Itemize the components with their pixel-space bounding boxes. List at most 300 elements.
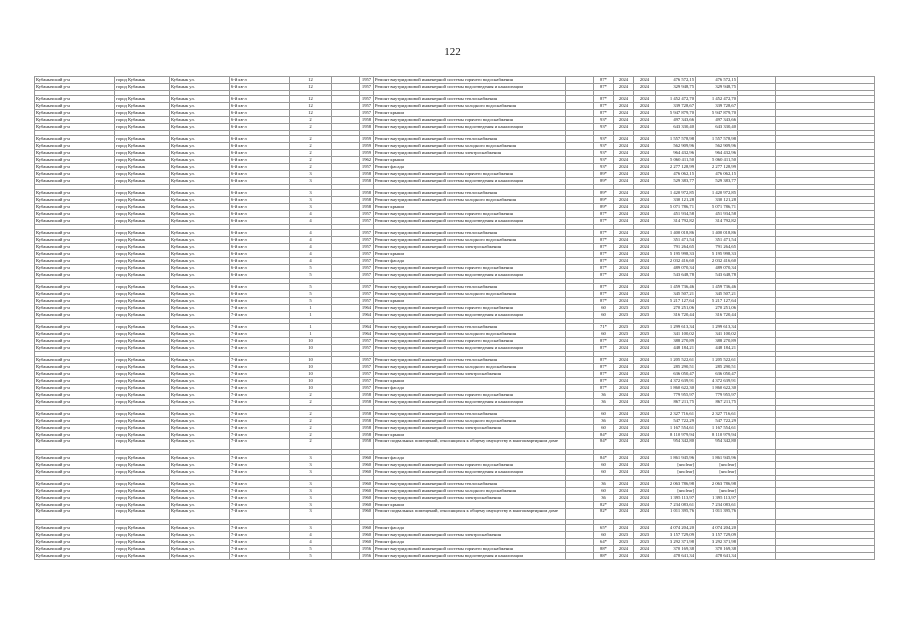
table-cell: 345 507,21 [696, 291, 738, 298]
table-cell: 87* [594, 77, 614, 84]
table-cell: 2024 [634, 150, 656, 157]
table-cell [332, 164, 360, 171]
table-cell: 3 [290, 197, 332, 204]
table-cell: город Кубанык [115, 244, 170, 251]
table-cell [738, 539, 776, 546]
table-cell: 2 [290, 136, 332, 143]
table-cell: 2024 [614, 244, 634, 251]
table-cell: 2024 [634, 136, 656, 143]
table-cell: 2024 [634, 291, 656, 298]
table-cell: Кубанычский р-н [35, 439, 115, 450]
table-cell: Кубанык ул. [170, 553, 230, 560]
table-cell: Кубанычский р-н [35, 178, 115, 185]
table-cell: 2024 [634, 77, 656, 84]
table-cell: Ремонт фасада [374, 164, 566, 171]
table-cell [332, 84, 360, 91]
table-cell: 6-й кв-л [230, 150, 290, 157]
table-cell [738, 345, 776, 352]
table-cell [738, 150, 776, 157]
table-cell: 2024 [614, 178, 634, 185]
table-cell: 1958 [360, 411, 374, 418]
table-cell: 2024 [634, 425, 656, 432]
table-cell [776, 469, 875, 476]
table-cell [332, 364, 360, 371]
table-cell: Ремонт внутридомовой инженерной системы холодного водоснабжения [374, 488, 566, 495]
table-cell: город Кубанык [115, 77, 170, 84]
table-cell: 351 471,54 [696, 237, 738, 244]
table-row [35, 392, 875, 399]
table-cell: 2024 [634, 218, 656, 225]
table-cell: Ремонт фасада [374, 258, 566, 265]
table-cell [332, 110, 360, 117]
table-cell [332, 525, 360, 532]
table-cell: город Кубанык [115, 218, 170, 225]
table-cell [776, 532, 875, 539]
table-cell: 2024 [614, 509, 634, 520]
table-cell [332, 291, 360, 298]
table-cell [566, 312, 594, 319]
table-cell: 2024 [614, 439, 634, 450]
table-cell: 10 [290, 345, 332, 352]
table-cell: 2024 [614, 218, 634, 225]
table-cell: Кубанычский р-н [35, 258, 115, 265]
table-cell: Ремонт внутридомовой инженерной системы горячего водоснабжения [374, 462, 566, 469]
table-cell [738, 371, 776, 378]
table-cell [566, 546, 594, 553]
table-cell [738, 178, 776, 185]
table-cell [566, 117, 594, 124]
table-cell [332, 532, 360, 539]
table-cell [738, 157, 776, 164]
table-cell: Кубанычский р-н [35, 455, 115, 462]
table-cell: 388 270,89 [656, 338, 696, 345]
table-cell [738, 124, 776, 131]
table-cell: 1957 [360, 251, 374, 258]
table-cell: город Кубанык [115, 399, 170, 406]
table-cell: 2 [290, 157, 332, 164]
table-cell: город Кубанык [115, 495, 170, 502]
table-cell: 2024 [634, 164, 656, 171]
table-cell: [unclear] [696, 469, 738, 476]
table-cell [776, 265, 875, 272]
table-row [35, 305, 875, 312]
table-row [35, 488, 875, 495]
table-row [35, 124, 875, 131]
table-row [35, 546, 875, 553]
table-cell: 489 070,34 [656, 265, 696, 272]
table-cell: 1958 [360, 439, 374, 450]
table-cell: Кубанычский р-н [35, 331, 115, 338]
table-cell [566, 539, 594, 546]
table-cell: 2024 [614, 197, 634, 204]
table-cell: город Кубанык [115, 197, 170, 204]
table-cell [566, 532, 594, 539]
table-cell: 791 264,65 [656, 244, 696, 251]
table-cell: 330 121,28 [656, 197, 696, 204]
table-cell [738, 190, 776, 197]
table-cell [776, 204, 875, 211]
table-cell [776, 338, 875, 345]
table-cell: 2023 [614, 331, 634, 338]
table-cell: 87* [594, 265, 614, 272]
table-cell: Ремонт крыши [374, 157, 566, 164]
table-cell: город Кубанык [115, 178, 170, 185]
table-cell: Кубанычский р-н [35, 284, 115, 291]
table-cell: Кубанык ул. [170, 258, 230, 265]
table-cell: 6-й кв-л [230, 190, 290, 197]
table-cell [776, 291, 875, 298]
table-cell: 1 420 972,85 [696, 190, 738, 197]
table-cell: Кубанык ул. [170, 298, 230, 305]
table-cell: 7-й кв-л [230, 378, 290, 385]
table-cell: 330 121,28 [696, 197, 738, 204]
table-cell: 2024 [614, 258, 634, 265]
table-cell: город Кубанык [115, 371, 170, 378]
table-cell: 1960 [360, 481, 374, 488]
table-cell [566, 291, 594, 298]
table-cell: Кубанычский р-н [35, 272, 115, 279]
table-cell [332, 96, 360, 103]
table-cell: город Кубанык [115, 124, 170, 131]
table-cell: 7-й кв-л [230, 385, 290, 392]
table-cell: 1958 [360, 432, 374, 439]
table-cell: Кубанычский р-н [35, 539, 115, 546]
table-cell: 2024 [634, 525, 656, 532]
table-cell [776, 481, 875, 488]
table-cell: 1957 [360, 110, 374, 117]
table-cell: 1959 [360, 136, 374, 143]
table-cell: 2024 [634, 338, 656, 345]
table-cell [738, 237, 776, 244]
table-cell: 7-й кв-л [230, 432, 290, 439]
table-cell: 1958 [360, 392, 374, 399]
table-cell: 1959 [360, 143, 374, 150]
table-cell: город Кубанык [115, 411, 170, 418]
table-cell: 1 861 945,96 [696, 455, 738, 462]
table-cell [776, 455, 875, 462]
table-cell [776, 258, 875, 265]
table-cell: Кубанык ул. [170, 432, 230, 439]
table-cell: 7-й кв-л [230, 532, 290, 539]
table-cell: 2024 [614, 237, 634, 244]
table-cell: город Кубанык [115, 469, 170, 476]
table-cell: город Кубанык [115, 364, 170, 371]
table-cell: Кубанык ул. [170, 197, 230, 204]
table-cell: Кубанычский р-н [35, 124, 115, 131]
table-cell: 478 641,34 [656, 553, 696, 560]
table-row [35, 462, 875, 469]
table-cell [332, 258, 360, 265]
table-cell: 60 [594, 469, 614, 476]
table-cell: 5 [290, 553, 332, 560]
table-row [35, 197, 875, 204]
table-cell [332, 230, 360, 237]
table-cell: Кубанык ул. [170, 378, 230, 385]
table-cell: город Кубанык [115, 439, 170, 450]
table-cell: 6-й кв-л [230, 110, 290, 117]
table-cell: 314 792,82 [696, 218, 738, 225]
table-cell: 1960 [360, 455, 374, 462]
table-cell [776, 84, 875, 91]
table-cell: город Кубанык [115, 84, 170, 91]
table-cell: 1 420 972,85 [656, 190, 696, 197]
table-cell: 2024 [634, 171, 656, 178]
table-cell: Кубанычский р-н [35, 469, 115, 476]
table-cell [566, 197, 594, 204]
table-cell [566, 481, 594, 488]
table-cell: 1 861 945,96 [656, 455, 696, 462]
table-cell: Кубанычский р-н [35, 110, 115, 117]
table-cell: 1959 [360, 150, 374, 157]
table-row [35, 324, 875, 331]
table-cell: Кубанычский р-н [35, 432, 115, 439]
table-cell: 87* [594, 96, 614, 103]
table-row [35, 495, 875, 502]
table-cell: 2024 [634, 418, 656, 425]
table-cell: Кубанык ул. [170, 488, 230, 495]
table-cell [332, 251, 360, 258]
table-body [35, 77, 875, 560]
table-cell: 2 327 716,61 [696, 411, 738, 418]
table-cell: 6-й кв-л [230, 96, 290, 103]
table-cell [332, 439, 360, 450]
table-cell: 1964 [360, 305, 374, 312]
table-cell [738, 298, 776, 305]
table-cell: 1960 [360, 502, 374, 509]
table-cell: город Кубанык [115, 211, 170, 218]
table-cell: 2024 [614, 291, 634, 298]
table-cell [776, 312, 875, 319]
table-cell: город Кубанык [115, 190, 170, 197]
table-cell: Ремонт внутридомовой инженерной системы водоотведения и канализации [374, 553, 566, 560]
table-row [35, 84, 875, 91]
table-cell: Кубанычский р-н [35, 237, 115, 244]
table-cell: 7-й кв-л [230, 331, 290, 338]
table-cell [566, 345, 594, 352]
table-row [35, 136, 875, 143]
table-cell: Ремонт крыши [374, 298, 566, 305]
table-cell: Кубанык ул. [170, 305, 230, 312]
table-cell: 89* [594, 204, 614, 211]
table-cell [776, 324, 875, 331]
table-cell: Кубанык ул. [170, 455, 230, 462]
table-cell: 4 [290, 230, 332, 237]
table-cell [738, 469, 776, 476]
table-row [35, 204, 875, 211]
table-cell: Кубанык ул. [170, 345, 230, 352]
table-cell: 3 [290, 488, 332, 495]
table-row [35, 345, 875, 352]
table-cell: 547 722,29 [696, 418, 738, 425]
table-cell [566, 272, 594, 279]
table-cell: город Кубанык [115, 338, 170, 345]
table-cell [332, 371, 360, 378]
table-cell [776, 345, 875, 352]
table-cell: Ремонт внутридомовой инженерной системы электроснабжения [374, 532, 566, 539]
table-cell: 2024 [634, 399, 656, 406]
table-cell: 1960 [360, 509, 374, 520]
table-cell [332, 331, 360, 338]
table-cell: Кубанычский р-н [35, 392, 115, 399]
table-cell: 2024 [614, 357, 634, 364]
table-cell: Кубанык ул. [170, 84, 230, 91]
table-cell: город Кубанык [115, 502, 170, 509]
table-cell: 6-й кв-л [230, 211, 290, 218]
table-cell: Ремонт внутридомовой инженерной системы водоотведения и канализации [374, 178, 566, 185]
table-cell: город Кубанык [115, 284, 170, 291]
table-cell: 2024 [614, 364, 634, 371]
table-cell: 6-й кв-л [230, 218, 290, 225]
table-cell: Кубанычский р-н [35, 525, 115, 532]
table-cell: 10 [290, 378, 332, 385]
table-cell [776, 418, 875, 425]
table-cell: 87* [594, 230, 614, 237]
table-cell: 547 722,29 [656, 418, 696, 425]
table-cell: 1 299 613,34 [696, 324, 738, 331]
table-cell: 8 110 979,94 [696, 432, 738, 439]
table-cell [332, 345, 360, 352]
table-cell: 7-й кв-л [230, 546, 290, 553]
table-cell: Ремонт внутридомовой инженерной системы холодного водоснабжения [374, 364, 566, 371]
table-cell: 2024 [634, 103, 656, 110]
table-cell: город Кубанык [115, 357, 170, 364]
table-cell [566, 324, 594, 331]
table-cell: 341 100,02 [696, 331, 738, 338]
table-cell: 7-й кв-л [230, 509, 290, 520]
table-cell [566, 157, 594, 164]
table-row [35, 553, 875, 560]
table-cell: 643 330,40 [656, 124, 696, 131]
table-cell [776, 143, 875, 150]
table-cell: 2024 [614, 345, 634, 352]
table-row [35, 284, 875, 291]
table-cell: 7-й кв-л [230, 481, 290, 488]
table-cell: 1958 [360, 190, 374, 197]
table-cell [738, 392, 776, 399]
table-cell: 1957 [360, 371, 374, 378]
table-cell: Кубанычский р-н [35, 481, 115, 488]
table-cell [776, 136, 875, 143]
table-cell: 270 251,06 [696, 305, 738, 312]
table-cell: 2024 [614, 143, 634, 150]
table-cell [332, 211, 360, 218]
table-cell: 36 [594, 399, 614, 406]
table-cell: 1958 [360, 425, 374, 432]
table-cell: 6-й кв-л [230, 171, 290, 178]
table-row [35, 157, 875, 164]
table-cell: город Кубанык [115, 157, 170, 164]
table-cell: Кубанык ул. [170, 418, 230, 425]
table-cell: Кубанычский р-н [35, 150, 115, 157]
table-cell: Кубанычский р-н [35, 164, 115, 171]
table-cell [332, 488, 360, 495]
table-cell: 1956 [360, 546, 374, 553]
table-cell: 2024 [634, 371, 656, 378]
table-row [35, 211, 875, 218]
table-cell: 6-й кв-л [230, 77, 290, 84]
table-cell [776, 77, 875, 84]
table-cell: 1960 [360, 525, 374, 532]
table-cell [566, 455, 594, 462]
table-cell [332, 509, 360, 520]
table-cell: 954 342,80 [656, 439, 696, 450]
table-cell: 1 459 736,46 [656, 284, 696, 291]
table-cell: 1960 [360, 539, 374, 546]
table-cell: 88* [594, 553, 614, 560]
table-cell: 2024 [614, 84, 634, 91]
table-cell: 636 050,47 [696, 371, 738, 378]
table-cell: Кубанык ул. [170, 77, 230, 84]
table-cell: 3 [290, 469, 332, 476]
table-cell: 87* [594, 338, 614, 345]
table-cell: Кубанычский р-н [35, 378, 115, 385]
table-cell: 5 [290, 546, 332, 553]
table-row [35, 230, 875, 237]
table-cell: Ремонт внутридомовой инженерной системы горячего водоснабжения [374, 338, 566, 345]
table-cell: Ремонт внутридомовой инженерной системы водоотведения и канализации [374, 399, 566, 406]
table-cell [738, 84, 776, 91]
table-row [35, 312, 875, 319]
table-cell: 12 [290, 103, 332, 110]
table-cell: 2024 [614, 96, 634, 103]
table-cell: Ремонт подвальных помещений, относящихся к общему имуществу в многоквартирном доме [374, 509, 566, 520]
table-cell: 2024 [614, 124, 634, 131]
table-cell: Кубанык ул. [170, 244, 230, 251]
table-cell: 7-й кв-л [230, 469, 290, 476]
table-cell: 7-й кв-л [230, 525, 290, 532]
table-cell: Ремонт внутридомовой инженерной системы горячего водоснабжения [374, 117, 566, 124]
table-cell: 7-й кв-л [230, 488, 290, 495]
table-cell: город Кубанык [115, 103, 170, 110]
table-cell [776, 411, 875, 418]
table-cell [776, 218, 875, 225]
table-cell: 5 071 786,71 [656, 204, 696, 211]
table-cell: Ремонт внутридомовой инженерной системы теплоснабжения [374, 481, 566, 488]
table-cell: Кубанык ул. [170, 237, 230, 244]
table-cell: 7-й кв-л [230, 357, 290, 364]
table-cell [776, 197, 875, 204]
table-cell [332, 171, 360, 178]
table-cell: 87* [594, 291, 614, 298]
table-cell: 1964 [360, 331, 374, 338]
table-cell: 341 100,02 [656, 331, 696, 338]
table-cell: 7-й кв-л [230, 305, 290, 312]
table-cell [566, 509, 594, 520]
table-cell: 2 [290, 439, 332, 450]
table-cell: 2024 [614, 432, 634, 439]
table-cell: 285 290,51 [656, 364, 696, 371]
table-cell: 2024 [614, 171, 634, 178]
table-cell: 1958 [360, 178, 374, 185]
table-cell [738, 136, 776, 143]
table-cell: Ремонт внутридомовой инженерной системы холодного водоснабжения [374, 237, 566, 244]
table-cell: 87* [594, 251, 614, 258]
table-cell: 2023 [614, 539, 634, 546]
table-cell: 2023 [614, 305, 634, 312]
table-cell: Ремонт фасада [374, 539, 566, 546]
table-cell: 2024 [614, 411, 634, 418]
table-cell: 2024 [634, 204, 656, 211]
table-cell: 2024 [614, 284, 634, 291]
table-cell: 2023 [614, 312, 634, 319]
table-cell: город Кубанык [115, 345, 170, 352]
table-row [35, 117, 875, 124]
table-cell [776, 357, 875, 364]
table-cell: 2024 [634, 357, 656, 364]
table-cell: Ремонт внутридомовой инженерной системы водоотведения и канализации [374, 84, 566, 91]
table-cell [776, 150, 875, 157]
table-cell [566, 244, 594, 251]
